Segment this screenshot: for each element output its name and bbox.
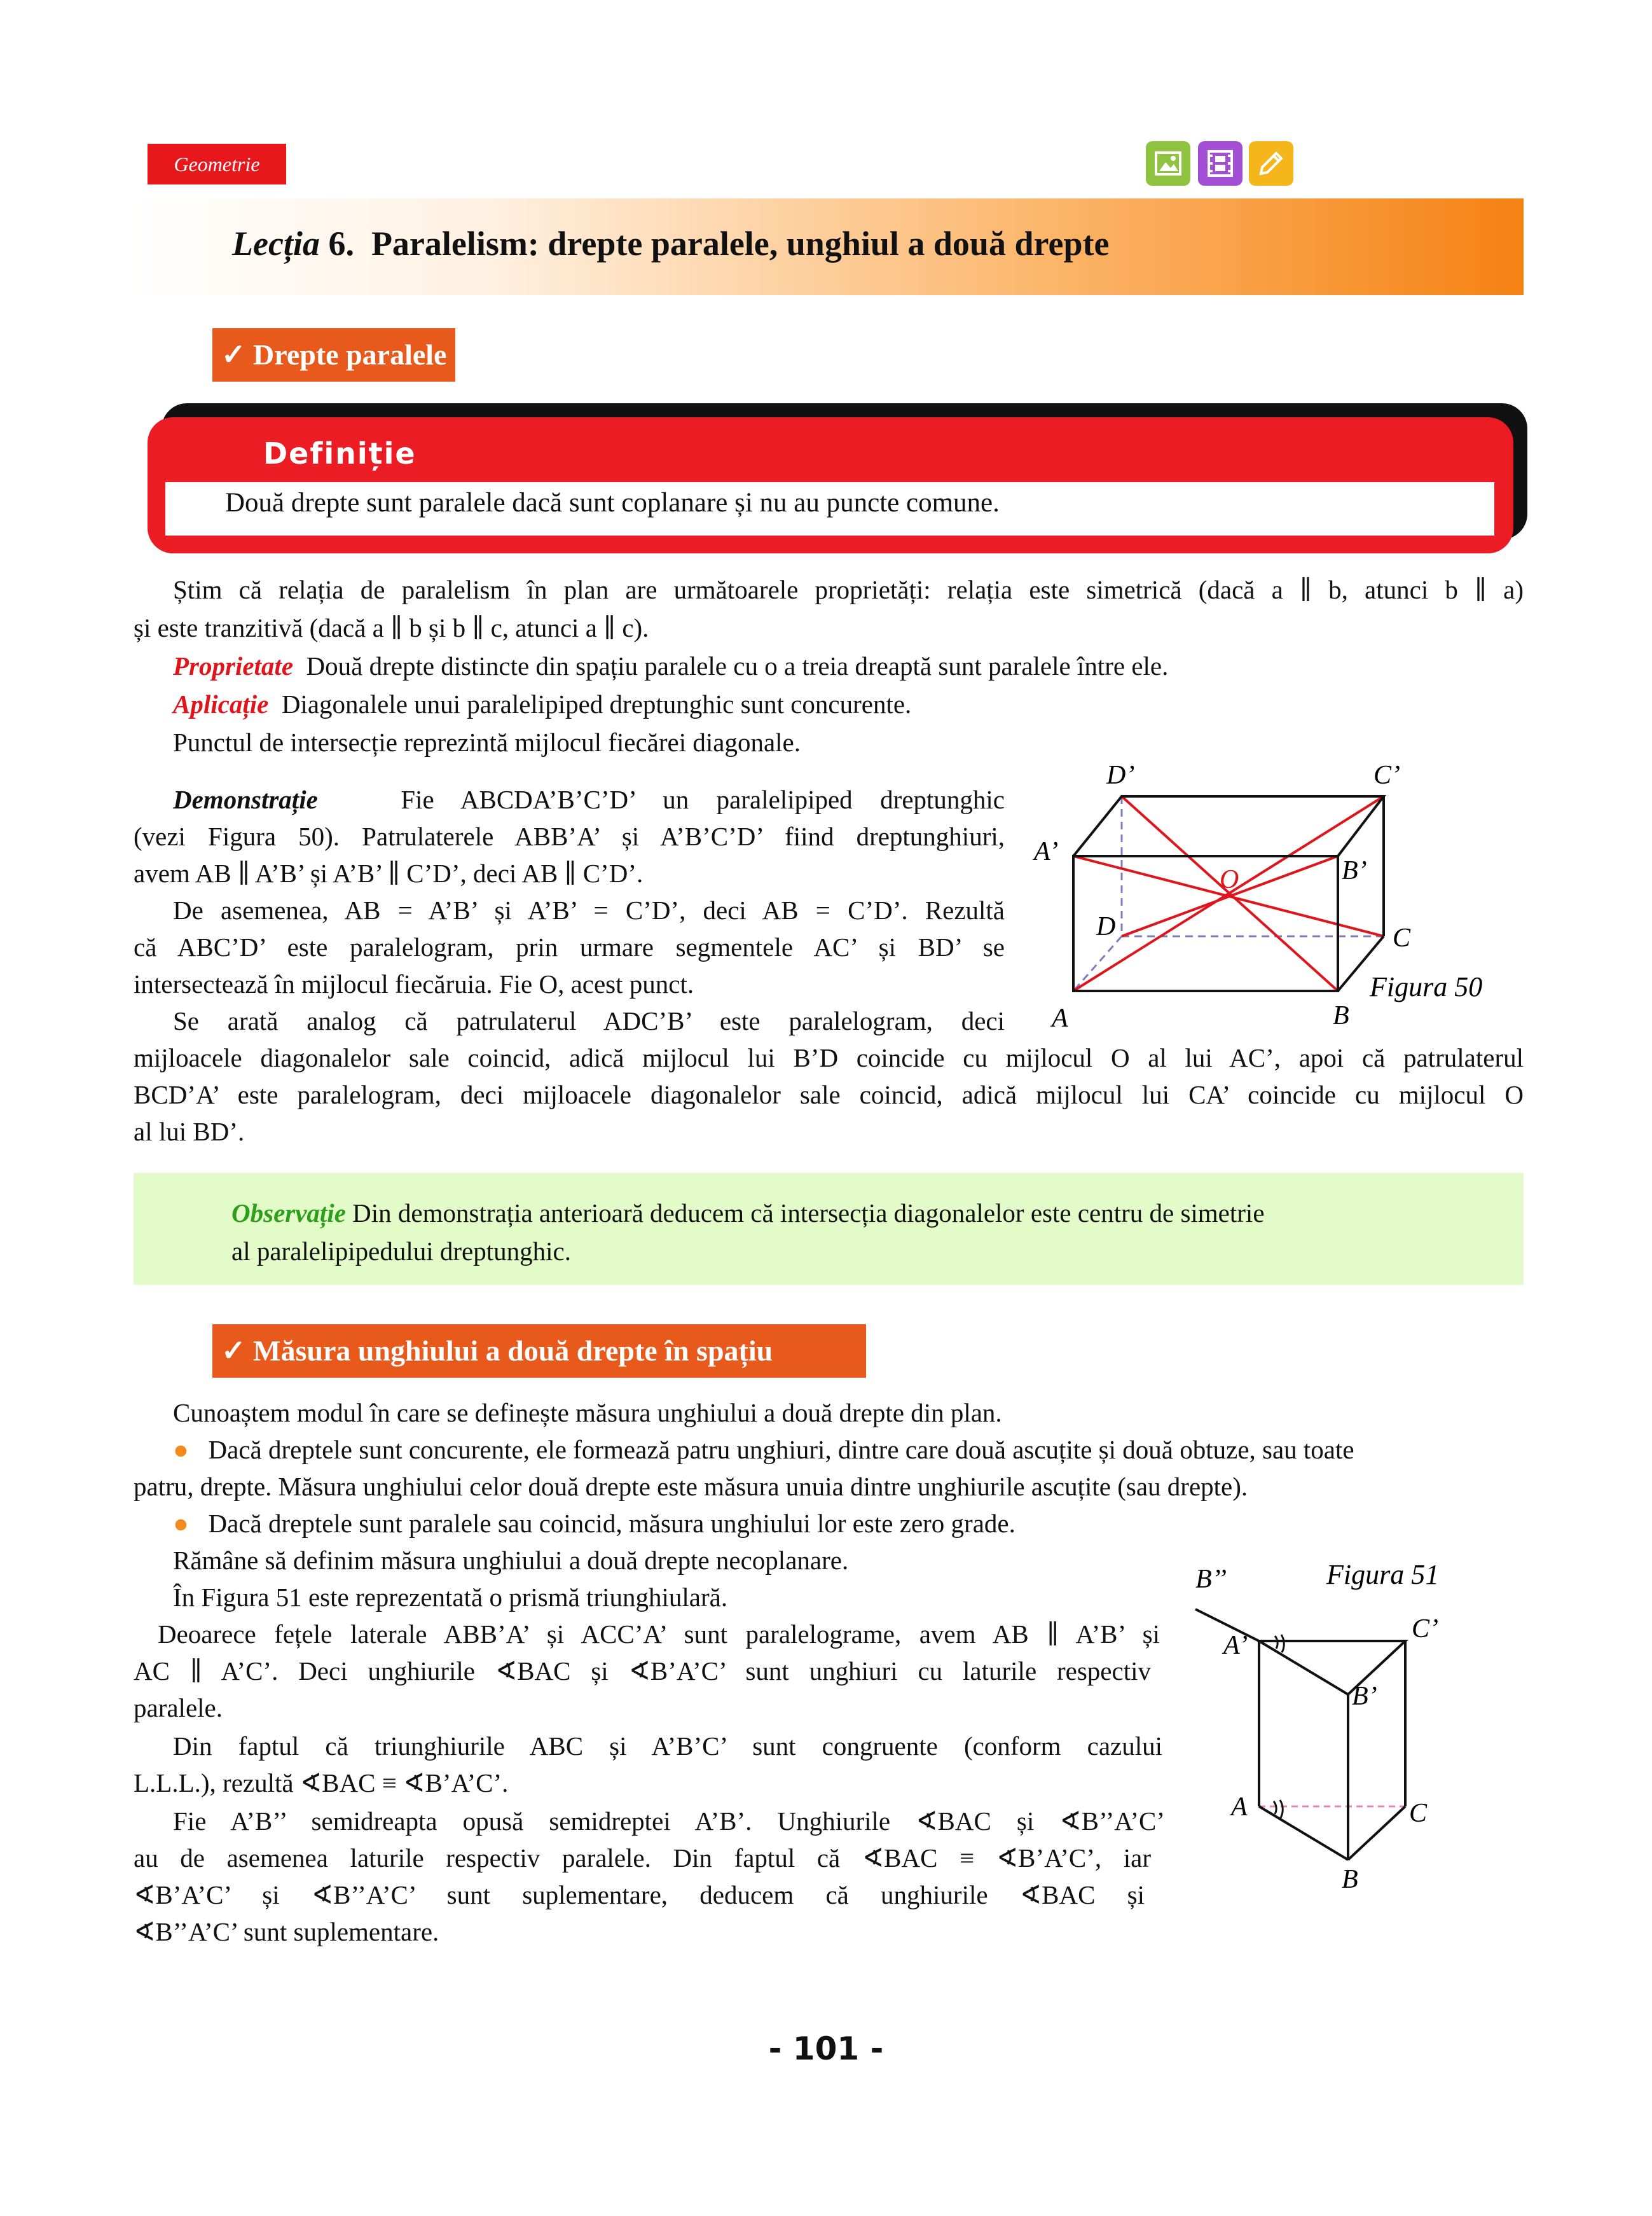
observation-box xyxy=(134,1173,1524,1285)
paragraph-line: În Figura 51 este reprezentată o prismă triunghiulară. xyxy=(173,1582,728,1612)
figure-50-caption xyxy=(1369,971,1482,1002)
definition-text: Două drepte sunt paralele dacă sunt coplanare și nu au puncte comune. xyxy=(225,488,1000,518)
subject-tag: Geometrie xyxy=(148,144,286,184)
label-D1: D’ xyxy=(1106,761,1135,790)
demonstration-line: avem AB ∥ A’B’ și A’B’ ∥ C’D’, deci AB ∥ C’D’. xyxy=(134,859,644,888)
figure-51-prism xyxy=(1183,1552,1513,1908)
label-O: O xyxy=(1220,865,1239,894)
label-D: D xyxy=(1096,912,1116,941)
label-B2: B’’ xyxy=(1195,1565,1227,1594)
label-C1: C’ xyxy=(1373,761,1400,790)
video-icon[interactable] xyxy=(1198,141,1242,186)
application-line: Aplicație Diagonalele unui paralelipiped dreptunghic sunt concurente. xyxy=(173,689,912,719)
label-B1: B’ xyxy=(1342,856,1367,885)
label-A1: A’ xyxy=(1223,1631,1248,1660)
demonstration-line: mijloacele diagonalelor sale coincid, adică mijlocul lui B’D coincide cu mijlocul O al lui AC’, apoi că patrulaterul xyxy=(134,1043,1524,1072)
observation-line: Observație Din demonstrația anterioară deducem că intersecția diagonalelor este centru de simetrie xyxy=(231,1198,1265,1228)
demonstration-line: (vezi Figura 50). Patrulaterele ABB’A’ și A’B’C’D’ fiind dreptunghiuri, xyxy=(134,822,1005,851)
label-C: C xyxy=(1409,1799,1428,1828)
bullet-item: ● Dacă dreptele sunt paralele sau coincid, măsura unghiului lor este zero grade. xyxy=(173,1509,1015,1538)
paragraph-line: au de asemenea laturile respectiv paralele. Din faptul că ∢BAC ≡ ∢B’A’C’, iar xyxy=(134,1843,1151,1873)
demonstration-line: al lui BD’. xyxy=(134,1117,245,1146)
paragraph-line: Rămâne să definim măsura unghiului a două drepte necoplanare. xyxy=(173,1546,849,1575)
paragraph-line: Punctul de intersecție reprezintă mijlocul fiecărei diagonale. xyxy=(173,728,801,757)
paragraph-line: Din faptul că triunghiurile ABC și A’B’C’ sunt congruente (conform cazului xyxy=(173,1731,1162,1761)
label-B: B xyxy=(1333,1001,1349,1030)
edit-icon[interactable] xyxy=(1249,141,1293,186)
paragraph-line: ∢B’’A’C’ sunt suplementare. xyxy=(134,1917,439,1946)
label-B: B xyxy=(1342,1865,1358,1894)
demonstration-line: Se arată analog că patrulaterul ADC’B’ este paralelogram, deci xyxy=(173,1006,1005,1035)
paragraph-line: patru, drepte. Măsura unghiului celor două drepte este măsura unuia dintre unghiurile ascuțite (sau drepte). xyxy=(134,1472,1248,1501)
figure-50-parallelepiped xyxy=(1017,751,1526,1043)
demonstration-line: că ABC’D’ este paralelogram, prin urmare segmentele AC’ și BD’ se xyxy=(134,932,1005,962)
section-drepte-paralele: ✓ Drepte paralele xyxy=(212,328,455,382)
paragraph-line: Fie A’B’’ semidreapta opusă semidreptei A’B’. Unghiurile ∢BAC și ∢B’’A’C’ xyxy=(173,1806,1165,1836)
paragraph-line: AC ∥ A’C’. Deci unghiurile ∢BAC și ∢B’A’C’ sunt unghiuri cu laturile respectiv xyxy=(134,1656,1151,1686)
figure-50-caption-text: Figura 50 xyxy=(1370,971,1483,1002)
label-A: A xyxy=(1231,1792,1248,1822)
demonstration-line: BCD’A’ este paralelogram, deci mijloacele diagonalelor sale coincid, adică mijlocul lui CA’ coincide cu mijlocul O xyxy=(134,1080,1524,1109)
paragraph-line: Cunoaștem modul în care se definește măsura unghiului a două drepte din plan. xyxy=(173,1398,1002,1427)
paragraph-line: Știm că relația de paralelism în plan are următoarele proprietăți: relația este simetrică (dacă a ∥ b, atunci b ∥ a) xyxy=(173,575,1524,604)
bullet-item: ● Dacă dreptele sunt concurente, ele formează patru unghiuri, dintre care două ascuțite și două obtuze, sau toate xyxy=(173,1435,1354,1464)
lesson-title: Lecția 6. Paralelism: drepte paralele, unghiul a două drepte xyxy=(232,225,1110,263)
property-line: Proprietate Două drepte distincte din spațiu paralele cu o a treia dreaptă sunt paralele între ele. xyxy=(173,651,1169,681)
page-number: - 101 - xyxy=(768,2030,884,2067)
label-C1: C’ xyxy=(1412,1614,1438,1644)
label-C: C xyxy=(1393,924,1411,953)
paragraph-line: și este tranzitivă (dacă a ∥ b și b ∥ c, atunci a ∥ c). xyxy=(134,613,649,642)
angle-mark-bottom xyxy=(1274,1801,1276,1814)
demonstration-line: De asemenea, AB = A’B’ și A’B’ = C’D’, deci AB = C’D’. Rezultă xyxy=(173,896,1005,925)
paragraph-line: ∢B’A’C’ și ∢B’’A’C’ sunt suplementare, deducem că unghiurile ∢BAC și xyxy=(134,1880,1145,1909)
paragraph-line: L.L.L.), rezultă ∢BAC ≡ ∢B’A’C’. xyxy=(134,1768,509,1797)
image-icon[interactable] xyxy=(1146,141,1190,186)
paragraph-line: paralele. xyxy=(134,1693,223,1722)
section-masura-unghiului: ✓ Măsura unghiului a două drepte în spațiu xyxy=(212,1324,866,1378)
demonstration-line: Demonstrație Fie ABCDA’B’C’D’ un paralelipiped dreptunghic xyxy=(173,785,1005,814)
label-B1: B’ xyxy=(1352,1682,1377,1711)
hidden-edge xyxy=(1073,936,1122,991)
angle-mark-bottom xyxy=(1280,1800,1283,1818)
label-A: A xyxy=(1052,1004,1068,1033)
demonstration-line: intersectează în mijlocul fiecăruia. Fie O, acest punct. xyxy=(134,969,694,999)
label-A1: A’ xyxy=(1034,837,1059,866)
angle-mark-top xyxy=(1281,1635,1284,1652)
paragraph-line: Deoarece fețele laterale ABB’A’ și ACC’A’ sunt paralelograme, avem AB ∥ A’B’ și xyxy=(158,1619,1160,1649)
observation-line: al paralelipipedului dreptunghic. xyxy=(231,1236,571,1266)
definition-title: Definiție xyxy=(263,436,416,471)
figure-51-caption: Figura 51 xyxy=(1326,1559,1440,1590)
